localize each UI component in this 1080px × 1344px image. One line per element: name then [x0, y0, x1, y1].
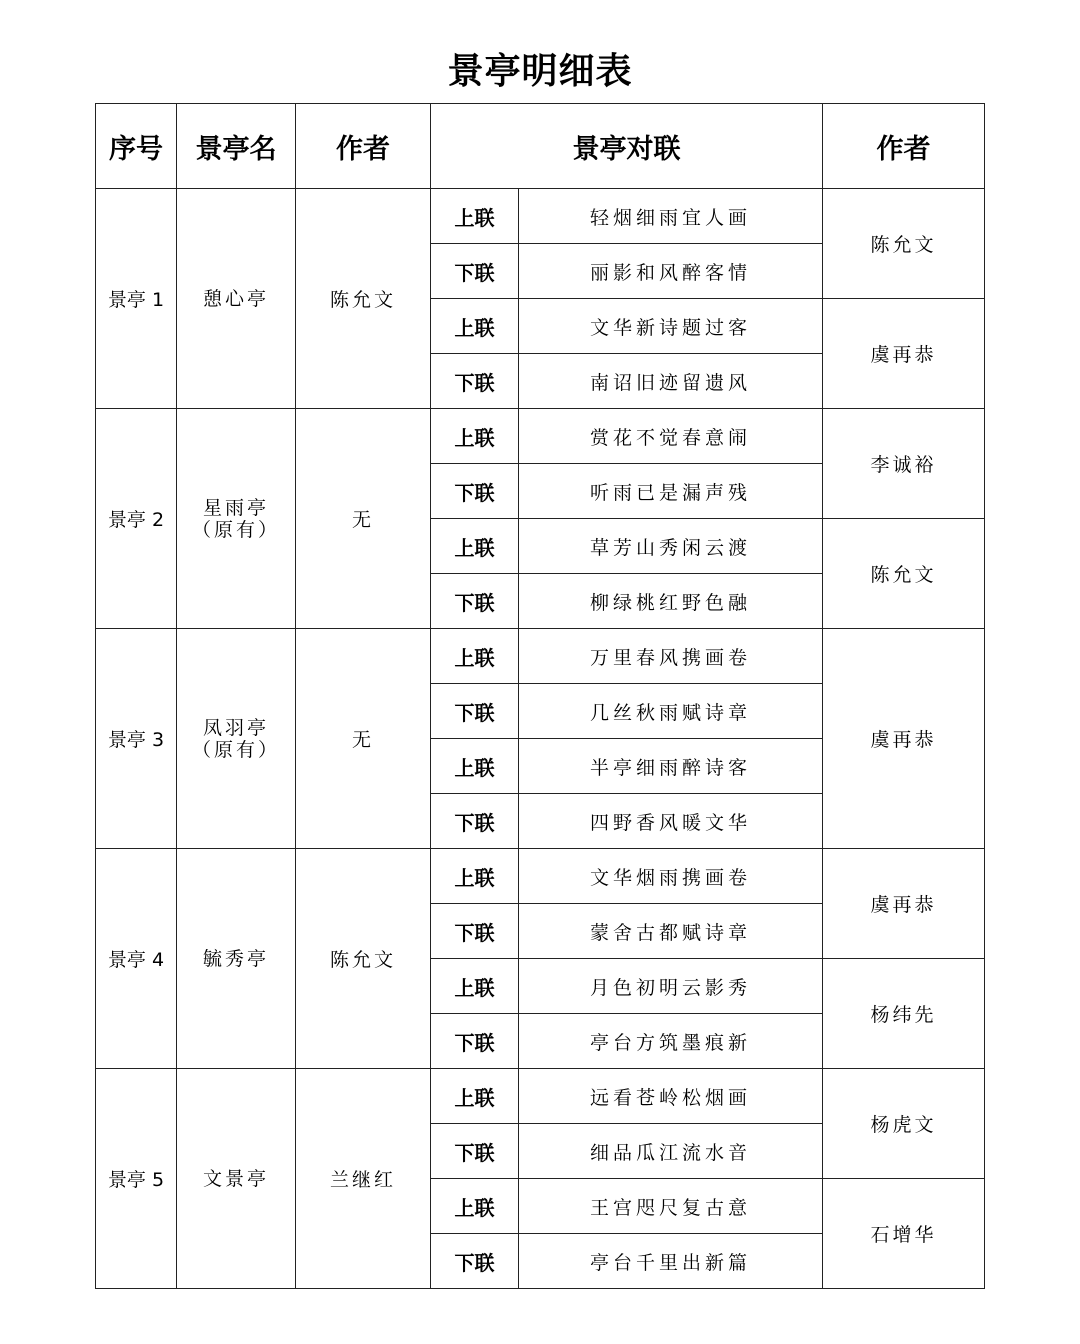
lower-couplet-label: 下联	[431, 244, 519, 299]
pavilion-name-cell	[177, 409, 296, 629]
lower-couplet-text: 蒙舍古都赋诗章	[519, 904, 823, 959]
table-row	[96, 849, 985, 904]
upper-couplet-text: 赏花不觉春意闹	[519, 409, 823, 464]
pavilion-table	[95, 103, 985, 1289]
header-seq: 序号	[96, 104, 177, 189]
table-row	[96, 629, 985, 684]
pavilion-author: 陈允文	[296, 849, 431, 1069]
pavilion-name: 星雨亭	[202, 496, 269, 519]
pavilion-name-cell	[177, 849, 296, 1069]
header-pavilion-name: 景亭名	[177, 104, 296, 189]
header-couplet: 景亭对联	[431, 104, 823, 189]
couplet-author: 杨虎文	[823, 1069, 985, 1179]
lower-couplet-text: 几丝秋雨赋诗章	[519, 684, 823, 739]
pavilion-name: 毓秀亭	[202, 947, 269, 970]
upper-couplet-text: 万里春风携画卷	[519, 629, 823, 684]
lower-couplet-text: 细品瓜江流水音	[519, 1124, 823, 1179]
lower-couplet-label: 下联	[431, 464, 519, 519]
pavilion-name: 文景亭	[202, 1167, 269, 1190]
lower-couplet-label: 下联	[431, 684, 519, 739]
lower-couplet-label: 下联	[431, 1234, 519, 1289]
upper-couplet-text: 文华新诗题过客	[519, 299, 823, 354]
lower-couplet-text: 亭台方筑墨痕新	[519, 1014, 823, 1069]
header-couplet-author: 作者	[823, 104, 985, 189]
lower-couplet-label: 下联	[431, 794, 519, 849]
pavilion-name-cell	[177, 1069, 296, 1289]
lower-couplet-text: 亭台千里出新篇	[519, 1234, 823, 1289]
pavilion-author: 兰继红	[296, 1069, 431, 1289]
lower-couplet-label: 下联	[431, 354, 519, 409]
lower-couplet-label: 下联	[431, 1014, 519, 1069]
couplet-author: 陈允文	[823, 189, 985, 299]
lower-couplet-text: 丽影和风醉客情	[519, 244, 823, 299]
table-row	[96, 409, 985, 464]
couplet-author: 虞再恭	[823, 299, 985, 409]
pavilion-name-cell	[177, 629, 296, 849]
couplet-author: 李诚裕	[823, 409, 985, 519]
pavilion-author: 无	[296, 409, 431, 629]
pavilion-name: 憩心亭	[202, 287, 269, 310]
upper-couplet-text: 半亭细雨醉诗客	[519, 739, 823, 794]
table-row	[96, 1069, 985, 1124]
pavilion-author: 陈允文	[296, 189, 431, 409]
pavilion-author: 无	[296, 629, 431, 849]
lower-couplet-text: 柳绿桃红野色融	[519, 574, 823, 629]
upper-couplet-label: 上联	[431, 629, 519, 684]
upper-couplet-label: 上联	[431, 519, 519, 574]
upper-couplet-label: 上联	[431, 1069, 519, 1124]
pavilion-name-note: （原有）	[191, 518, 280, 541]
pavilion-seq: 景亭 3	[96, 629, 177, 849]
pavilion-name-cell	[177, 189, 296, 409]
pavilion-seq: 景亭 4	[96, 849, 177, 1069]
page-title: 景亭明细表	[447, 51, 633, 92]
couplet-author: 石增华	[823, 1179, 985, 1289]
upper-couplet-label: 上联	[431, 299, 519, 354]
upper-couplet-label: 上联	[431, 189, 519, 244]
lower-couplet-label: 下联	[431, 1124, 519, 1179]
table-row	[96, 189, 985, 244]
pavilion-seq: 景亭 1	[96, 189, 177, 409]
upper-couplet-label: 上联	[431, 959, 519, 1014]
couplet-author: 虞再恭	[823, 629, 985, 849]
upper-couplet-text: 远看苍岭松烟画	[519, 1069, 823, 1124]
lower-couplet-text: 四野香风暖文华	[519, 794, 823, 849]
upper-couplet-text: 月色初明云影秀	[519, 959, 823, 1014]
upper-couplet-text: 草芳山秀闲云渡	[519, 519, 823, 574]
upper-couplet-text: 文华烟雨携画卷	[519, 849, 823, 904]
lower-couplet-label: 下联	[431, 904, 519, 959]
upper-couplet-text: 轻烟细雨宜人画	[519, 189, 823, 244]
lower-couplet-text: 南诏旧迹留遗风	[519, 354, 823, 409]
lower-couplet-text: 听雨已是漏声残	[519, 464, 823, 519]
header-row	[96, 104, 985, 189]
upper-couplet-label: 上联	[431, 409, 519, 464]
upper-couplet-text: 王宫咫尺复古意	[519, 1179, 823, 1234]
couplet-author: 陈允文	[823, 519, 985, 629]
pavilion-seq: 景亭 5	[96, 1069, 177, 1289]
upper-couplet-label: 上联	[431, 739, 519, 794]
upper-couplet-label: 上联	[431, 849, 519, 904]
header-author: 作者	[296, 104, 431, 189]
pavilion-name: 凤羽亭	[202, 716, 269, 739]
table-body	[96, 189, 985, 1289]
pavilion-name-note: （原有）	[191, 738, 280, 761]
lower-couplet-label: 下联	[431, 574, 519, 629]
couplet-author: 虞再恭	[823, 849, 985, 959]
pavilion-seq: 景亭 2	[96, 409, 177, 629]
upper-couplet-label: 上联	[431, 1179, 519, 1234]
couplet-author: 杨纬先	[823, 959, 985, 1069]
